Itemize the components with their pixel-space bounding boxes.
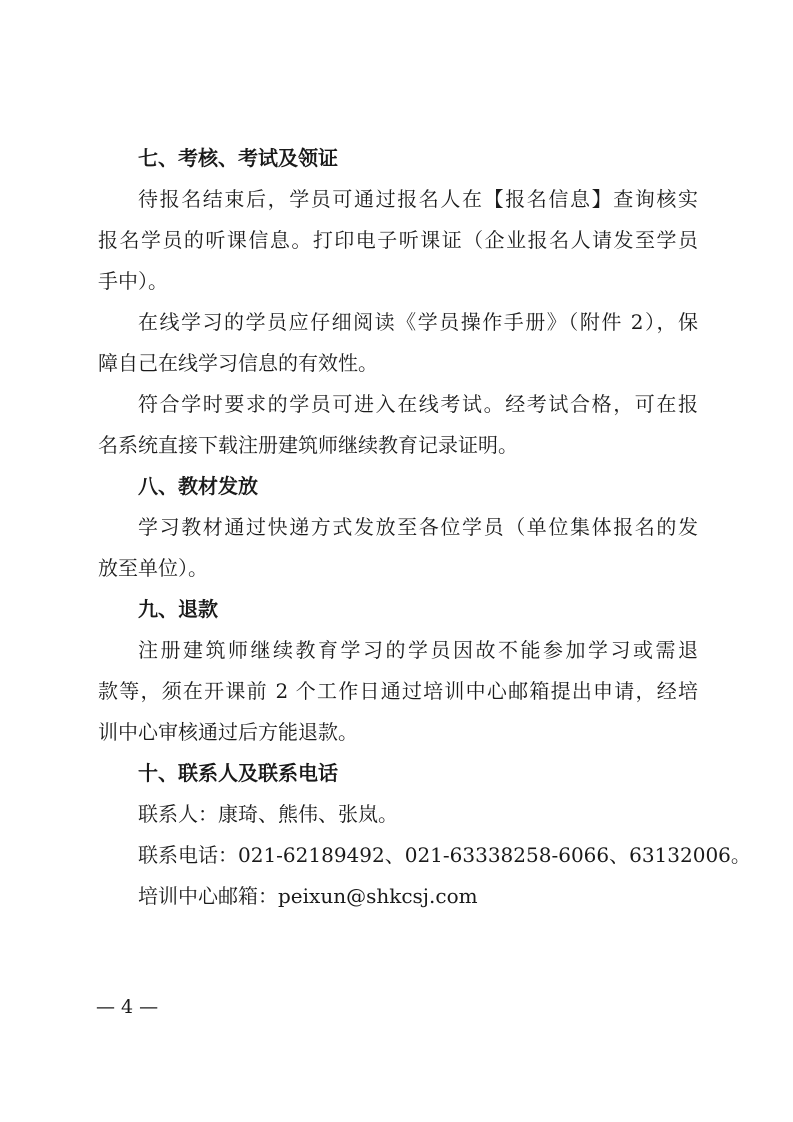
section-heading-assessment: 七、考核、考试及领证 [138, 146, 338, 170]
paragraph-line: 放至单位）。 [98, 556, 208, 580]
paragraph-line: 训中心审核通过后方能退款。 [98, 720, 358, 744]
section-heading-contacts: 十、联系人及联系电话 [138, 761, 338, 785]
contact-email[interactable]: 培训中心邮箱：peixun@shkcsj.com [138, 884, 478, 908]
paragraph-line: 符合学时要求的学员可进入在线考试。经考试合格，可在报 [138, 392, 698, 416]
paragraph-line: 款等，须在开课前 2 个工作日通过培训中心邮箱提出申请，经培 [98, 679, 698, 703]
paragraph-line: 待报名结束后，学员可通过报名人在【报名信息】查询核实 [138, 187, 698, 211]
paragraph-line: 手中）。 [98, 269, 168, 293]
section-heading-materials: 八、教材发放 [138, 474, 258, 498]
paragraph-line: 障自己在线学习信息的有效性。 [98, 351, 378, 375]
page-number: — 4 — [96, 996, 159, 1018]
paragraph-line: 名系统直接下载注册建筑师继续教育记录证明。 [98, 433, 518, 457]
contact-phones: 联系电话：021-62189492、021-63338258-6066、63132006。 [138, 843, 751, 867]
section-heading-refund: 九、退款 [138, 597, 218, 621]
paragraph-line: 学习教材通过快递方式发放至各位学员（单位集体报名的发 [138, 515, 698, 539]
contact-persons: 联系人：康琦、熊伟、张岚。 [138, 802, 398, 826]
paragraph-line: 在线学习的学员应仔细阅读《学员操作手册》（附件 2），保 [138, 310, 698, 334]
paragraph-line: 注册建筑师继续教育学习的学员因故不能参加学习或需退 [138, 638, 698, 662]
paragraph-line: 报名学员的听课信息。打印电子听课证（企业报名人请发至学员 [98, 228, 698, 252]
document-body [98, 138, 751, 917]
